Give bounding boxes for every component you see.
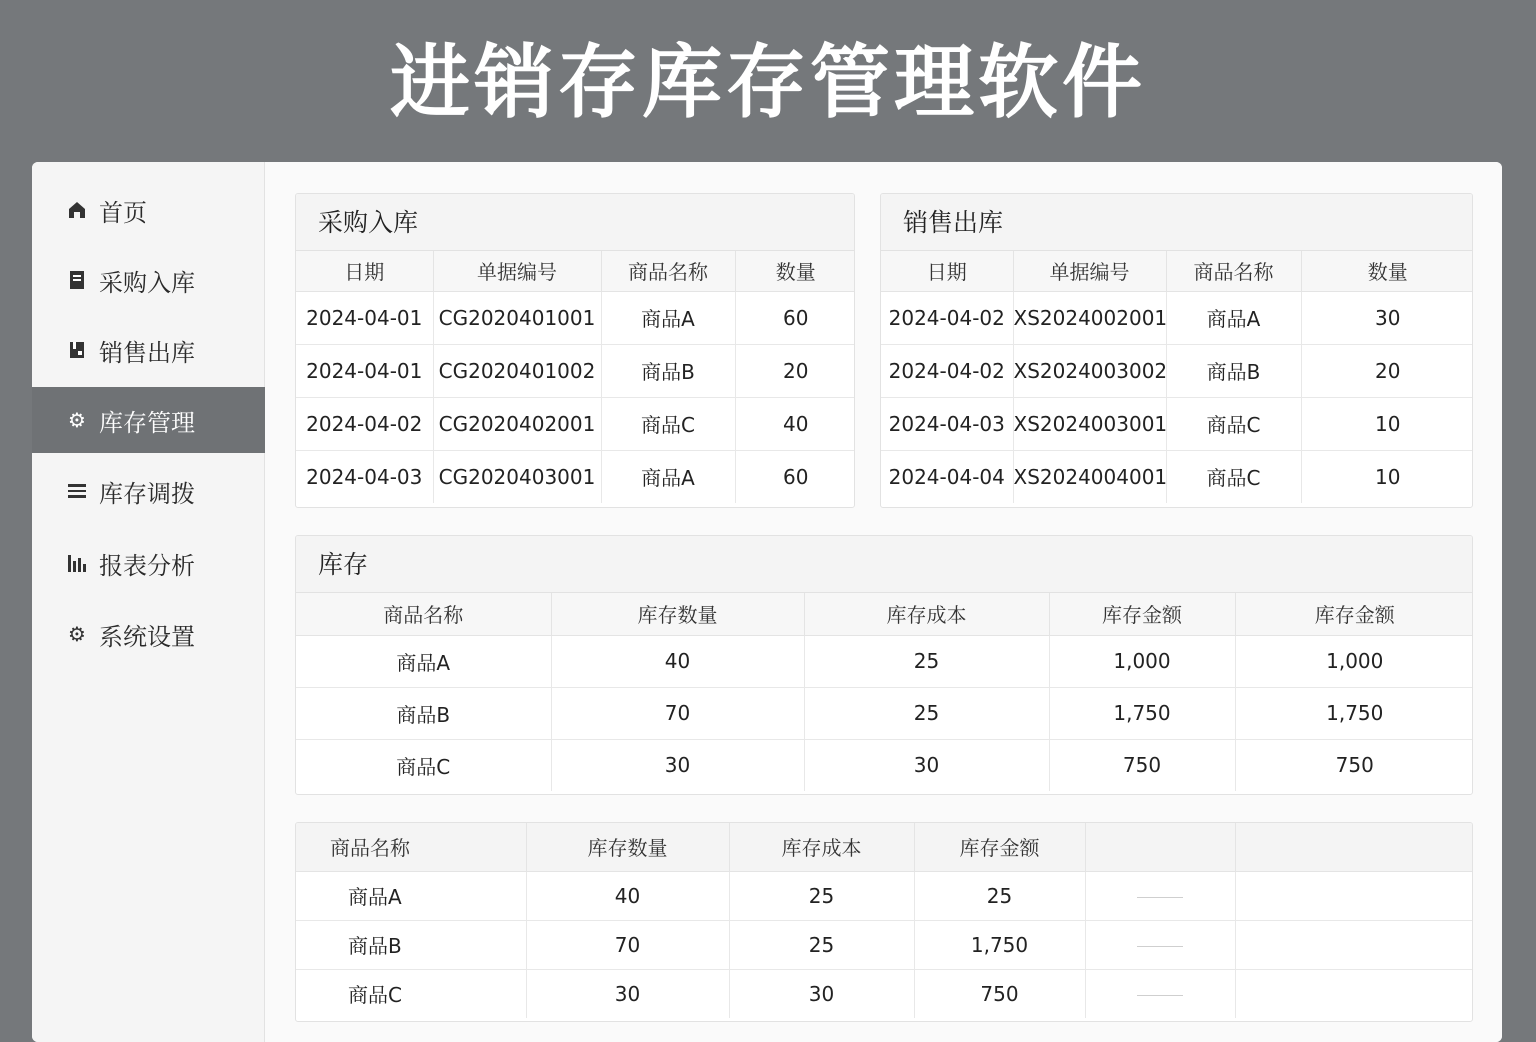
table-row[interactable]	[296, 969, 1473, 1018]
table-cell: 40	[551, 635, 804, 687]
column-header: 日期	[881, 251, 1013, 291]
table-cell: 30	[729, 969, 914, 1018]
table-cell: 2024-04-01	[296, 291, 433, 344]
table-cell: 1,000	[1235, 635, 1473, 687]
table-cell: 40	[526, 871, 729, 920]
table-row[interactable]	[296, 871, 1473, 920]
table-cell: 1,750	[914, 920, 1085, 969]
table-cell: 2024-04-03	[881, 397, 1013, 450]
sidebar-item-label: 库存调拨	[99, 479, 195, 508]
table-header-row	[296, 593, 1473, 635]
empty-cell	[1085, 920, 1235, 969]
empty-cell	[1085, 871, 1235, 920]
table-cell: 商品C	[296, 739, 551, 791]
table-cell: 1,750	[1049, 687, 1235, 739]
panel-title: 采购入库	[296, 194, 854, 251]
table-cell: CG2020403001	[433, 450, 601, 503]
table-cell: XS2024002001	[1013, 291, 1166, 344]
table-row[interactable]	[296, 920, 1473, 969]
table-cell: 10	[1375, 464, 1401, 489]
table-cell: 25	[804, 635, 1049, 687]
sidebar-item-home[interactable]	[32, 177, 265, 243]
empty-cell	[1235, 871, 1473, 920]
table-cell: 商品C	[1166, 397, 1301, 450]
column-header: 数量	[1301, 251, 1473, 291]
column-header: 数量	[735, 251, 855, 291]
column-header: 库存成本	[729, 823, 914, 871]
document-icon	[65, 270, 89, 290]
column-header: 单据编号	[433, 251, 601, 291]
table-cell: 商品A	[1166, 291, 1301, 344]
column-header: 单据编号	[1013, 251, 1166, 291]
table-row[interactable]	[296, 450, 855, 503]
table-cell: 10	[1301, 397, 1473, 450]
page-title: 进销存库存管理软件	[390, 36, 1146, 129]
table-row[interactable]	[296, 739, 1473, 791]
table-cell: 2024-04-02	[296, 397, 433, 450]
table-cell: 商品C	[296, 969, 526, 1018]
column-header: 库存数量	[551, 593, 804, 635]
column-header: 库存金额	[1049, 593, 1235, 635]
table-cell: 商品C	[1166, 450, 1301, 503]
column-header: 商品名称	[1166, 251, 1301, 291]
sidebar-item-label: 库存管理	[99, 408, 195, 437]
table-row[interactable]	[296, 397, 855, 450]
table-row[interactable]	[296, 635, 1473, 687]
column-header: 商品名称	[296, 593, 551, 635]
table-cell: 750	[914, 969, 1085, 1018]
table-cell: 70	[526, 920, 729, 969]
panel-title: 库存	[296, 536, 1472, 593]
table-cell: XS2024003001	[1013, 397, 1166, 450]
sidebar-item-transfer[interactable]	[32, 458, 265, 524]
table-cell: 商品A	[296, 871, 526, 920]
table-header-row	[296, 823, 1473, 871]
table-cell: 商品A	[296, 635, 551, 687]
main-content	[265, 162, 1502, 1042]
table-cell: 20	[1301, 344, 1473, 397]
table-cell: 30	[1301, 291, 1473, 344]
column-header: 商品名称	[601, 251, 735, 291]
column-header	[1235, 823, 1473, 871]
table-cell: 商品A	[601, 291, 735, 344]
table-header-row	[296, 251, 855, 291]
sidebar-item-label: 报表分析	[99, 551, 195, 580]
empty-cell	[1235, 920, 1473, 969]
table-cell: 2024-04-01	[296, 344, 433, 397]
table-cell: 25	[914, 871, 1085, 920]
placeholder-dash	[1137, 946, 1183, 947]
column-header: 库存成本	[804, 593, 1049, 635]
column-header: 库存金额	[914, 823, 1085, 871]
table-row[interactable]	[881, 397, 1473, 450]
table-cell: 750	[1049, 739, 1235, 791]
stock-table	[296, 593, 1473, 791]
sidebar-item-label: 首页	[99, 198, 147, 227]
gear-icon: ⚙	[68, 622, 86, 646]
table-cell: 商品B	[296, 687, 551, 739]
table-cell: 2024-04-04	[881, 450, 1013, 503]
table-cell: 25	[804, 687, 1049, 739]
sidebar-item-label: 销售出库	[99, 338, 195, 367]
table-cell: 30	[551, 739, 804, 791]
table-cell: 商品A	[601, 450, 735, 503]
column-header: 库存数量	[526, 823, 729, 871]
table-row[interactable]	[881, 344, 1473, 397]
table-row[interactable]	[881, 291, 1473, 344]
bar-chart-icon	[65, 553, 89, 573]
summary-table	[296, 823, 1473, 1018]
sidebar-item-settings[interactable]	[32, 601, 265, 667]
column-header: 商品名称	[296, 823, 526, 871]
table-cell: 1,750	[1235, 687, 1473, 739]
sidebar-item-label: 采购入库	[99, 268, 195, 297]
sidebar-item-sales[interactable]	[32, 317, 265, 383]
panel-title: 销售出库	[881, 194, 1472, 251]
purchase-table	[296, 251, 855, 503]
table-cell: 25	[729, 871, 914, 920]
box-icon	[65, 340, 89, 360]
sidebar-item-purchase[interactable]	[32, 247, 265, 313]
sidebar-item-reports[interactable]	[32, 530, 265, 596]
table-cell: 40	[735, 397, 855, 450]
table-row[interactable]	[296, 291, 855, 344]
gear-icon: ⚙	[68, 408, 86, 432]
empty-cell	[1235, 969, 1473, 1018]
table-cell: CG2020402001	[433, 397, 601, 450]
table-cell: 2024-04-03	[296, 450, 433, 503]
table-row[interactable]	[881, 450, 1473, 503]
table-cell: 2024-04-02	[881, 291, 1013, 344]
table-cell: XS2024004001	[1013, 450, 1166, 503]
table-cell: 商品B	[296, 920, 526, 969]
table-cell: 70	[551, 687, 804, 739]
table-cell: CG2020401001	[433, 291, 601, 344]
table-cell: 2024-04-02	[881, 344, 1013, 397]
sales-panel	[880, 193, 1473, 508]
table-cell: 1,000	[1049, 635, 1235, 687]
table-header-row	[881, 251, 1473, 291]
table-cell: 商品B	[1166, 344, 1301, 397]
column-header	[1085, 823, 1235, 871]
stock-panel	[295, 535, 1473, 795]
sidebar-item-label: 系统设置	[99, 622, 195, 651]
table-cell: CG2020401002	[433, 344, 601, 397]
list-icon	[65, 482, 89, 500]
table-cell: 750	[1335, 753, 1374, 778]
empty-cell	[1085, 969, 1235, 1018]
home-icon	[65, 200, 89, 220]
table-cell: 20	[735, 344, 855, 397]
table-cell: 商品B	[601, 344, 735, 397]
column-header: 库存金额	[1235, 593, 1473, 635]
table-cell: 商品C	[601, 397, 735, 450]
table-row[interactable]	[296, 344, 855, 397]
table-cell: XS2024003002	[1013, 344, 1166, 397]
column-header: 日期	[296, 251, 433, 291]
table-cell: 60	[735, 291, 855, 344]
placeholder-dash	[1137, 897, 1183, 898]
app-window	[32, 162, 1502, 1042]
sidebar-item-inventory[interactable]	[32, 387, 265, 453]
table-cell: 25	[729, 920, 914, 969]
table-cell: 60	[783, 464, 809, 489]
table-row[interactable]	[296, 687, 1473, 739]
sidebar	[32, 162, 265, 1042]
table-cell: 30	[526, 969, 729, 1018]
purchase-panel	[295, 193, 855, 508]
sales-table	[881, 251, 1473, 503]
summary-panel	[295, 822, 1473, 1022]
placeholder-dash	[1137, 995, 1183, 996]
table-cell: 30	[804, 739, 1049, 791]
